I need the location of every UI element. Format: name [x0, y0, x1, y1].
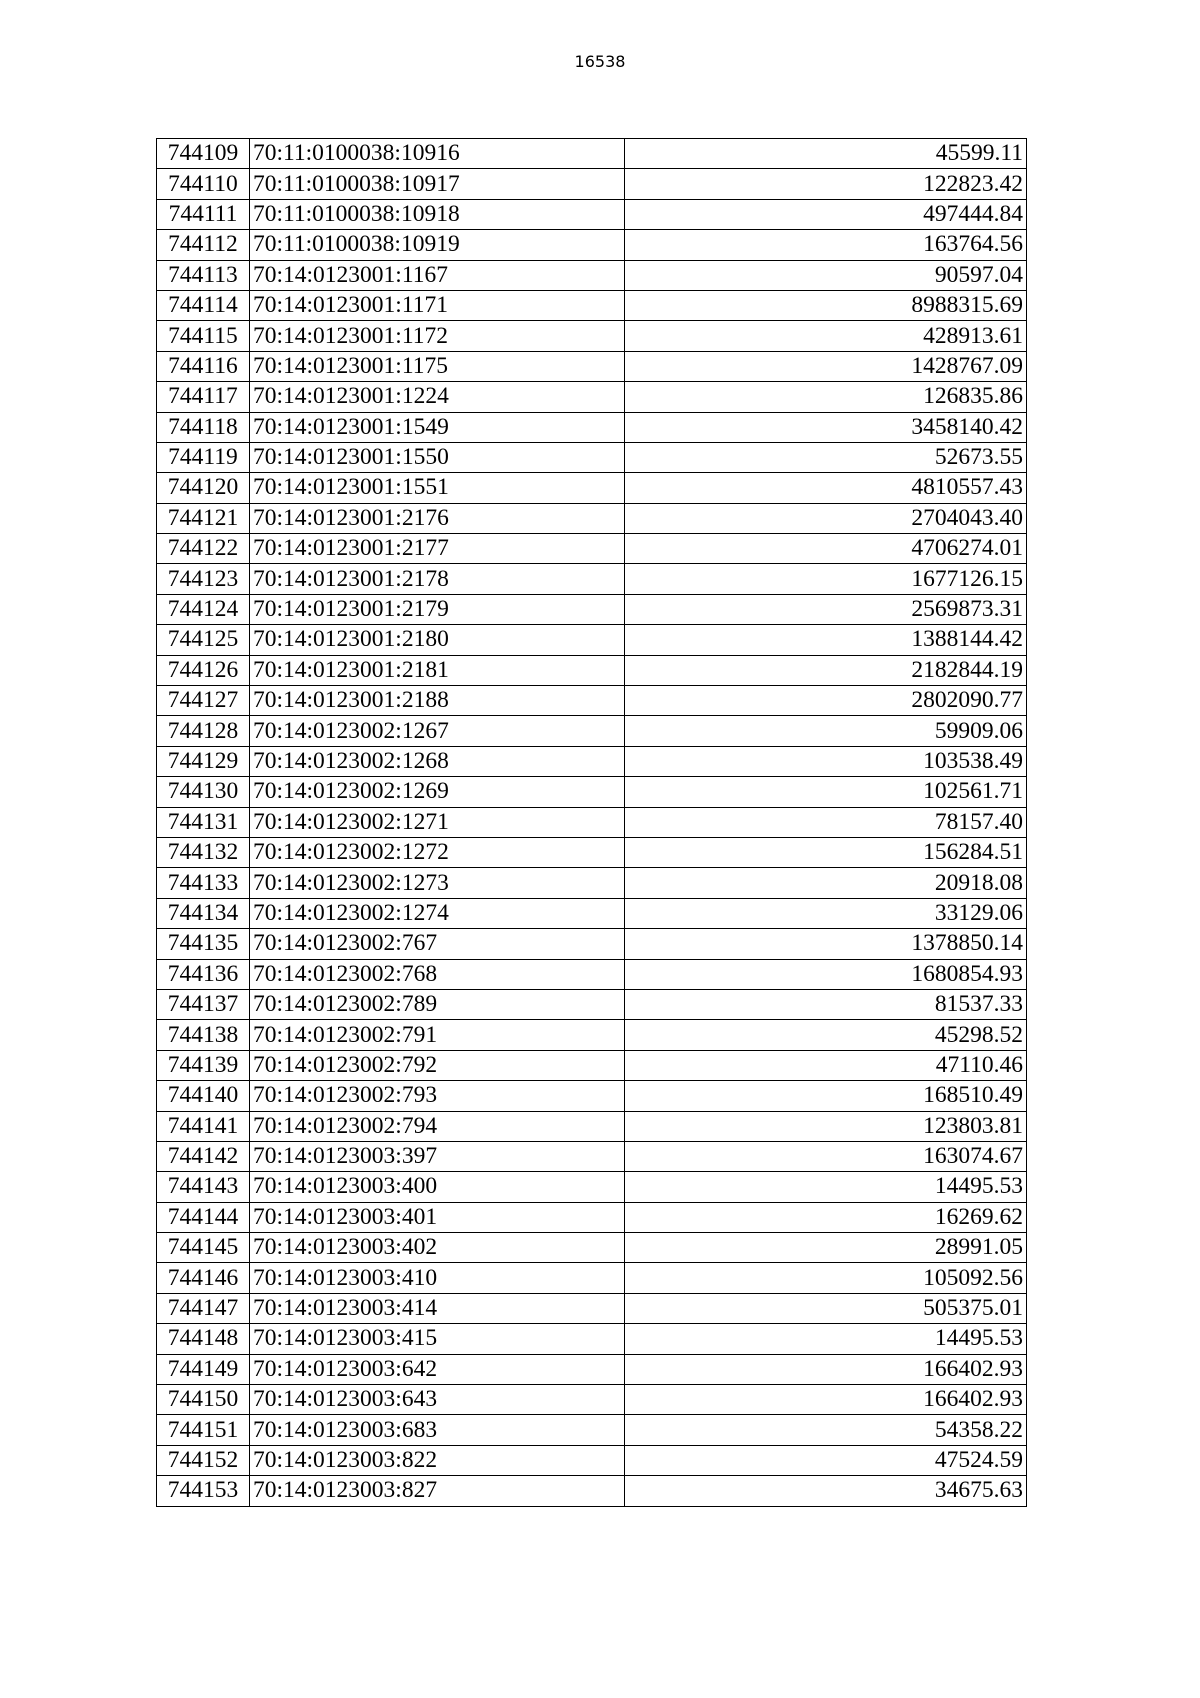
cadastral-number-cell: 70:14:0123003:415 [250, 1324, 625, 1354]
row-number-cell: 744140 [157, 1081, 250, 1111]
cadastral-number-cell: 70:14:0123001:1551 [250, 473, 625, 503]
row-number-cell: 744111 [157, 199, 250, 229]
value-cell: 2802090.77 [625, 686, 1027, 716]
table-row [157, 230, 1027, 260]
cadastral-number-cell: 70:14:0123002:791 [250, 1020, 625, 1050]
value-cell: 3458140.42 [625, 412, 1027, 442]
table-row [157, 1141, 1027, 1171]
table-row [157, 868, 1027, 898]
table-row [157, 837, 1027, 867]
value-cell: 45599.11 [625, 139, 1027, 169]
cadastral-number-cell: 70:14:0123002:1268 [250, 746, 625, 776]
row-number-cell: 744153 [157, 1476, 250, 1506]
row-number-cell: 744128 [157, 716, 250, 746]
value-cell: 14495.53 [625, 1172, 1027, 1202]
value-cell: 505375.01 [625, 1293, 1027, 1323]
value-cell: 102561.71 [625, 777, 1027, 807]
row-number-cell: 744131 [157, 807, 250, 837]
table-row [157, 1202, 1027, 1232]
cadastral-number-cell: 70:11:0100038:10918 [250, 199, 625, 229]
table-row [157, 169, 1027, 199]
table-row [157, 1293, 1027, 1323]
value-cell: 122823.42 [625, 169, 1027, 199]
table-row [157, 1111, 1027, 1141]
table-row [157, 1020, 1027, 1050]
value-cell: 28991.05 [625, 1233, 1027, 1263]
table-row [157, 351, 1027, 381]
cadastral-number-cell: 70:14:0123003:400 [250, 1172, 625, 1202]
row-number-cell: 744122 [157, 534, 250, 564]
cadastral-number-cell: 70:11:0100038:10917 [250, 169, 625, 199]
cadastral-number-cell: 70:14:0123002:1267 [250, 716, 625, 746]
value-cell: 16269.62 [625, 1202, 1027, 1232]
table-row [157, 1385, 1027, 1415]
row-number-cell: 744127 [157, 686, 250, 716]
value-cell: 8988315.69 [625, 290, 1027, 320]
table-row [157, 412, 1027, 442]
cadastral-number-cell: 70:14:0123001:2188 [250, 686, 625, 716]
row-number-cell: 744129 [157, 746, 250, 776]
cadastral-number-cell: 70:14:0123002:789 [250, 989, 625, 1019]
row-number-cell: 744115 [157, 321, 250, 351]
table-row [157, 1415, 1027, 1445]
value-cell: 59909.06 [625, 716, 1027, 746]
table-row [157, 473, 1027, 503]
value-cell: 14495.53 [625, 1324, 1027, 1354]
value-cell: 1428767.09 [625, 351, 1027, 381]
cadastral-number-cell: 70:14:0123001:1172 [250, 321, 625, 351]
cadastral-number-cell: 70:14:0123001:1171 [250, 290, 625, 320]
value-cell: 497444.84 [625, 199, 1027, 229]
row-number-cell: 744134 [157, 898, 250, 928]
cadastral-number-cell: 70:14:0123001:1167 [250, 260, 625, 290]
table-row [157, 1233, 1027, 1263]
registry-table-body [157, 139, 1027, 1507]
value-cell: 1388144.42 [625, 625, 1027, 655]
cadastral-number-cell: 70:14:0123002:768 [250, 959, 625, 989]
table-row [157, 959, 1027, 989]
value-cell: 126835.86 [625, 382, 1027, 412]
table-row [157, 382, 1027, 412]
value-cell: 163764.56 [625, 230, 1027, 260]
cadastral-number-cell: 70:14:0123002:792 [250, 1050, 625, 1080]
table-row [157, 807, 1027, 837]
cadastral-number-cell: 70:14:0123001:2180 [250, 625, 625, 655]
value-cell: 45298.52 [625, 1020, 1027, 1050]
cadastral-number-cell: 70:14:0123002:1272 [250, 837, 625, 867]
row-number-cell: 744110 [157, 169, 250, 199]
table-row [157, 625, 1027, 655]
value-cell: 166402.93 [625, 1385, 1027, 1415]
value-cell: 2569873.31 [625, 594, 1027, 624]
registry-table [156, 138, 1027, 1507]
cadastral-number-cell: 70:11:0100038:10916 [250, 139, 625, 169]
cadastral-number-cell: 70:14:0123003:643 [250, 1385, 625, 1415]
row-number-cell: 744147 [157, 1293, 250, 1323]
row-number-cell: 744133 [157, 868, 250, 898]
cadastral-number-cell: 70:14:0123003:401 [250, 1202, 625, 1232]
row-number-cell: 744149 [157, 1354, 250, 1384]
cadastral-number-cell: 70:14:0123003:410 [250, 1263, 625, 1293]
value-cell: 4810557.43 [625, 473, 1027, 503]
cadastral-number-cell: 70:14:0123001:2179 [250, 594, 625, 624]
cadastral-number-cell: 70:14:0123001:1550 [250, 442, 625, 472]
cadastral-number-cell: 70:14:0123002:767 [250, 929, 625, 959]
value-cell: 4706274.01 [625, 534, 1027, 564]
cadastral-number-cell: 70:14:0123001:1175 [250, 351, 625, 381]
table-row [157, 655, 1027, 685]
table-row [157, 686, 1027, 716]
row-number-cell: 744135 [157, 929, 250, 959]
table-row [157, 716, 1027, 746]
table-row [157, 564, 1027, 594]
value-cell: 34675.63 [625, 1476, 1027, 1506]
row-number-cell: 744138 [157, 1020, 250, 1050]
row-number-cell: 744136 [157, 959, 250, 989]
row-number-cell: 744146 [157, 1263, 250, 1293]
cadastral-number-cell: 70:14:0123002:1273 [250, 868, 625, 898]
cadastral-number-cell: 70:14:0123001:2181 [250, 655, 625, 685]
row-number-cell: 744145 [157, 1233, 250, 1263]
value-cell: 2704043.40 [625, 503, 1027, 533]
cadastral-number-cell: 70:14:0123002:1269 [250, 777, 625, 807]
cadastral-number-cell: 70:14:0123001:2177 [250, 534, 625, 564]
value-cell: 81537.33 [625, 989, 1027, 1019]
value-cell: 428913.61 [625, 321, 1027, 351]
value-cell: 47110.46 [625, 1050, 1027, 1080]
table-row [157, 442, 1027, 472]
table-row [157, 898, 1027, 928]
row-number-cell: 744150 [157, 1385, 250, 1415]
row-number-cell: 744139 [157, 1050, 250, 1080]
value-cell: 47524.59 [625, 1445, 1027, 1475]
row-number-cell: 744120 [157, 473, 250, 503]
value-cell: 52673.55 [625, 442, 1027, 472]
row-number-cell: 744118 [157, 412, 250, 442]
cadastral-number-cell: 70:14:0123003:822 [250, 1445, 625, 1475]
table-row [157, 777, 1027, 807]
table-row [157, 1263, 1027, 1293]
cadastral-number-cell: 70:14:0123001:2176 [250, 503, 625, 533]
value-cell: 105092.56 [625, 1263, 1027, 1293]
row-number-cell: 744112 [157, 230, 250, 260]
table-row [157, 746, 1027, 776]
row-number-cell: 744116 [157, 351, 250, 381]
value-cell: 103538.49 [625, 746, 1027, 776]
table-row [157, 1354, 1027, 1384]
table-row [157, 1172, 1027, 1202]
cadastral-number-cell: 70:14:0123002:1274 [250, 898, 625, 928]
row-number-cell: 744130 [157, 777, 250, 807]
table-row [157, 989, 1027, 1019]
row-number-cell: 744123 [157, 564, 250, 594]
row-number-cell: 744125 [157, 625, 250, 655]
cadastral-number-cell: 70:14:0123001:1224 [250, 382, 625, 412]
table-row [157, 290, 1027, 320]
table-row [157, 199, 1027, 229]
row-number-cell: 744119 [157, 442, 250, 472]
table-row [157, 139, 1027, 169]
cadastral-number-cell: 70:14:0123001:1549 [250, 412, 625, 442]
row-number-cell: 744152 [157, 1445, 250, 1475]
cadastral-number-cell: 70:14:0123003:397 [250, 1141, 625, 1171]
value-cell: 78157.40 [625, 807, 1027, 837]
row-number-cell: 744124 [157, 594, 250, 624]
table-row [157, 1445, 1027, 1475]
row-number-cell: 744148 [157, 1324, 250, 1354]
value-cell: 20918.08 [625, 868, 1027, 898]
table-row [157, 503, 1027, 533]
row-number-cell: 744114 [157, 290, 250, 320]
table-row [157, 1081, 1027, 1111]
row-number-cell: 744113 [157, 260, 250, 290]
value-cell: 90597.04 [625, 260, 1027, 290]
table-row [157, 594, 1027, 624]
table-row [157, 1324, 1027, 1354]
value-cell: 123803.81 [625, 1111, 1027, 1141]
row-number-cell: 744137 [157, 989, 250, 1019]
value-cell: 166402.93 [625, 1354, 1027, 1384]
row-number-cell: 744117 [157, 382, 250, 412]
value-cell: 1680854.93 [625, 959, 1027, 989]
cadastral-number-cell: 70:14:0123003:827 [250, 1476, 625, 1506]
value-cell: 2182844.19 [625, 655, 1027, 685]
cadastral-number-cell: 70:14:0123002:793 [250, 1081, 625, 1111]
value-cell: 168510.49 [625, 1081, 1027, 1111]
table-row [157, 534, 1027, 564]
cadastral-number-cell: 70:11:0100038:10919 [250, 230, 625, 260]
value-cell: 1677126.15 [625, 564, 1027, 594]
cadastral-number-cell: 70:14:0123002:1271 [250, 807, 625, 837]
table-row [157, 1050, 1027, 1080]
value-cell: 33129.06 [625, 898, 1027, 928]
value-cell: 1378850.14 [625, 929, 1027, 959]
cadastral-number-cell: 70:14:0123002:794 [250, 1111, 625, 1141]
value-cell: 156284.51 [625, 837, 1027, 867]
cadastral-number-cell: 70:14:0123001:2178 [250, 564, 625, 594]
row-number-cell: 744141 [157, 1111, 250, 1141]
row-number-cell: 744109 [157, 139, 250, 169]
row-number-cell: 744132 [157, 837, 250, 867]
row-number-cell: 744151 [157, 1415, 250, 1445]
row-number-cell: 744121 [157, 503, 250, 533]
row-number-cell: 744143 [157, 1172, 250, 1202]
cadastral-number-cell: 70:14:0123003:402 [250, 1233, 625, 1263]
row-number-cell: 744142 [157, 1141, 250, 1171]
table-row [157, 1476, 1027, 1506]
table-row [157, 929, 1027, 959]
table-row [157, 321, 1027, 351]
value-cell: 54358.22 [625, 1415, 1027, 1445]
cadastral-number-cell: 70:14:0123003:414 [250, 1293, 625, 1323]
table-row [157, 260, 1027, 290]
cadastral-number-cell: 70:14:0123003:683 [250, 1415, 625, 1445]
cadastral-number-cell: 70:14:0123003:642 [250, 1354, 625, 1384]
row-number-cell: 744144 [157, 1202, 250, 1232]
row-number-cell: 744126 [157, 655, 250, 685]
value-cell: 163074.67 [625, 1141, 1027, 1171]
page-number: 16538 [574, 52, 626, 71]
